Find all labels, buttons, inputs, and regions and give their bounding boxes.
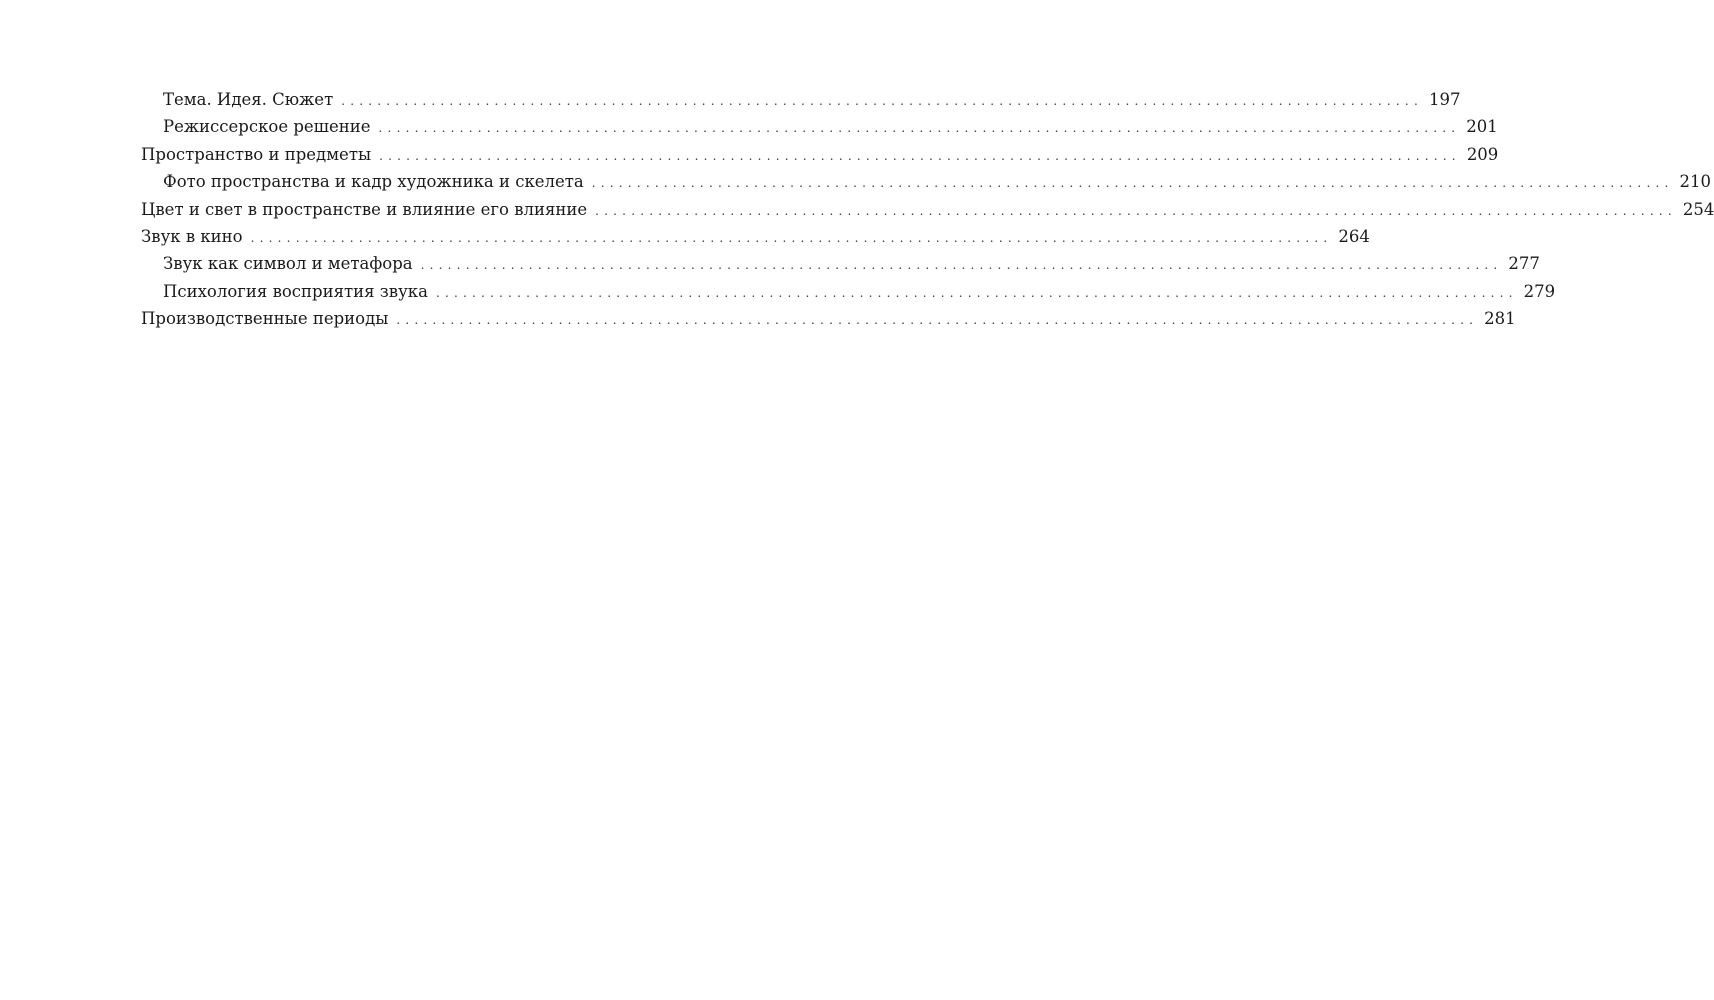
table-of-contents <box>141 86 1714 333</box>
dot-leader: ........................................................................................................................ <box>378 121 1461 136</box>
toc-entry-title: Производственные периоды <box>141 309 389 329</box>
dot-leader: ........................................................................................................................ <box>591 176 1674 191</box>
dot-leader: ........................................................................................................................ <box>250 230 1333 245</box>
toc-entry-title: Режиссерское решение <box>163 117 371 137</box>
toc-entry-title: Звук как символ и метафора <box>163 254 413 274</box>
toc-entry <box>141 168 1711 195</box>
toc-entry <box>141 86 1461 113</box>
dot-leader: ........................................................................................................................ <box>341 94 1423 108</box>
toc-entry-page: 264 <box>1338 226 1370 246</box>
dot-leader: ........................................................................................................................ <box>379 148 1461 163</box>
toc-entry-page: 201 <box>1466 117 1498 137</box>
dot-leader: ........................................................................................................................ <box>595 203 1677 218</box>
toc-entry-page: 209 <box>1466 144 1499 164</box>
toc-entry-page: 281 <box>1484 309 1516 329</box>
toc-entry-page: 197 <box>1428 90 1461 109</box>
dot-leader: ........................................................................................................................ <box>420 258 1503 273</box>
dot-leader: ........................................................................................................................ <box>396 313 1479 328</box>
toc-entry <box>141 223 1370 250</box>
toc-entry-title: Фото пространства и кадр художника и скелета <box>163 172 584 192</box>
toc-entry <box>141 250 1540 277</box>
toc-entry <box>141 196 1714 223</box>
toc-entry-page: 277 <box>1508 254 1540 274</box>
toc-entry-title: Звук в кино <box>141 226 243 246</box>
toc-entry <box>141 278 1556 305</box>
toc-entry <box>141 305 1516 332</box>
toc-entry-page: 254 <box>1682 199 1714 219</box>
toc-entry-page: 210 <box>1679 172 1711 192</box>
dot-leader: ........................................................................................................................ <box>435 285 1518 300</box>
toc-entry-title: Тема. Идея. Сюжет <box>163 90 334 109</box>
toc-entry <box>141 141 1499 168</box>
toc-entry-page: 279 <box>1523 281 1556 301</box>
toc-entry-title: Пространство и предметы <box>141 144 372 164</box>
toc-entry-title: Цвет и свет в пространстве и влияние его влияние <box>141 199 588 219</box>
toc-entry-title: Психология восприятия звука <box>163 281 428 301</box>
toc-entry <box>141 113 1498 140</box>
